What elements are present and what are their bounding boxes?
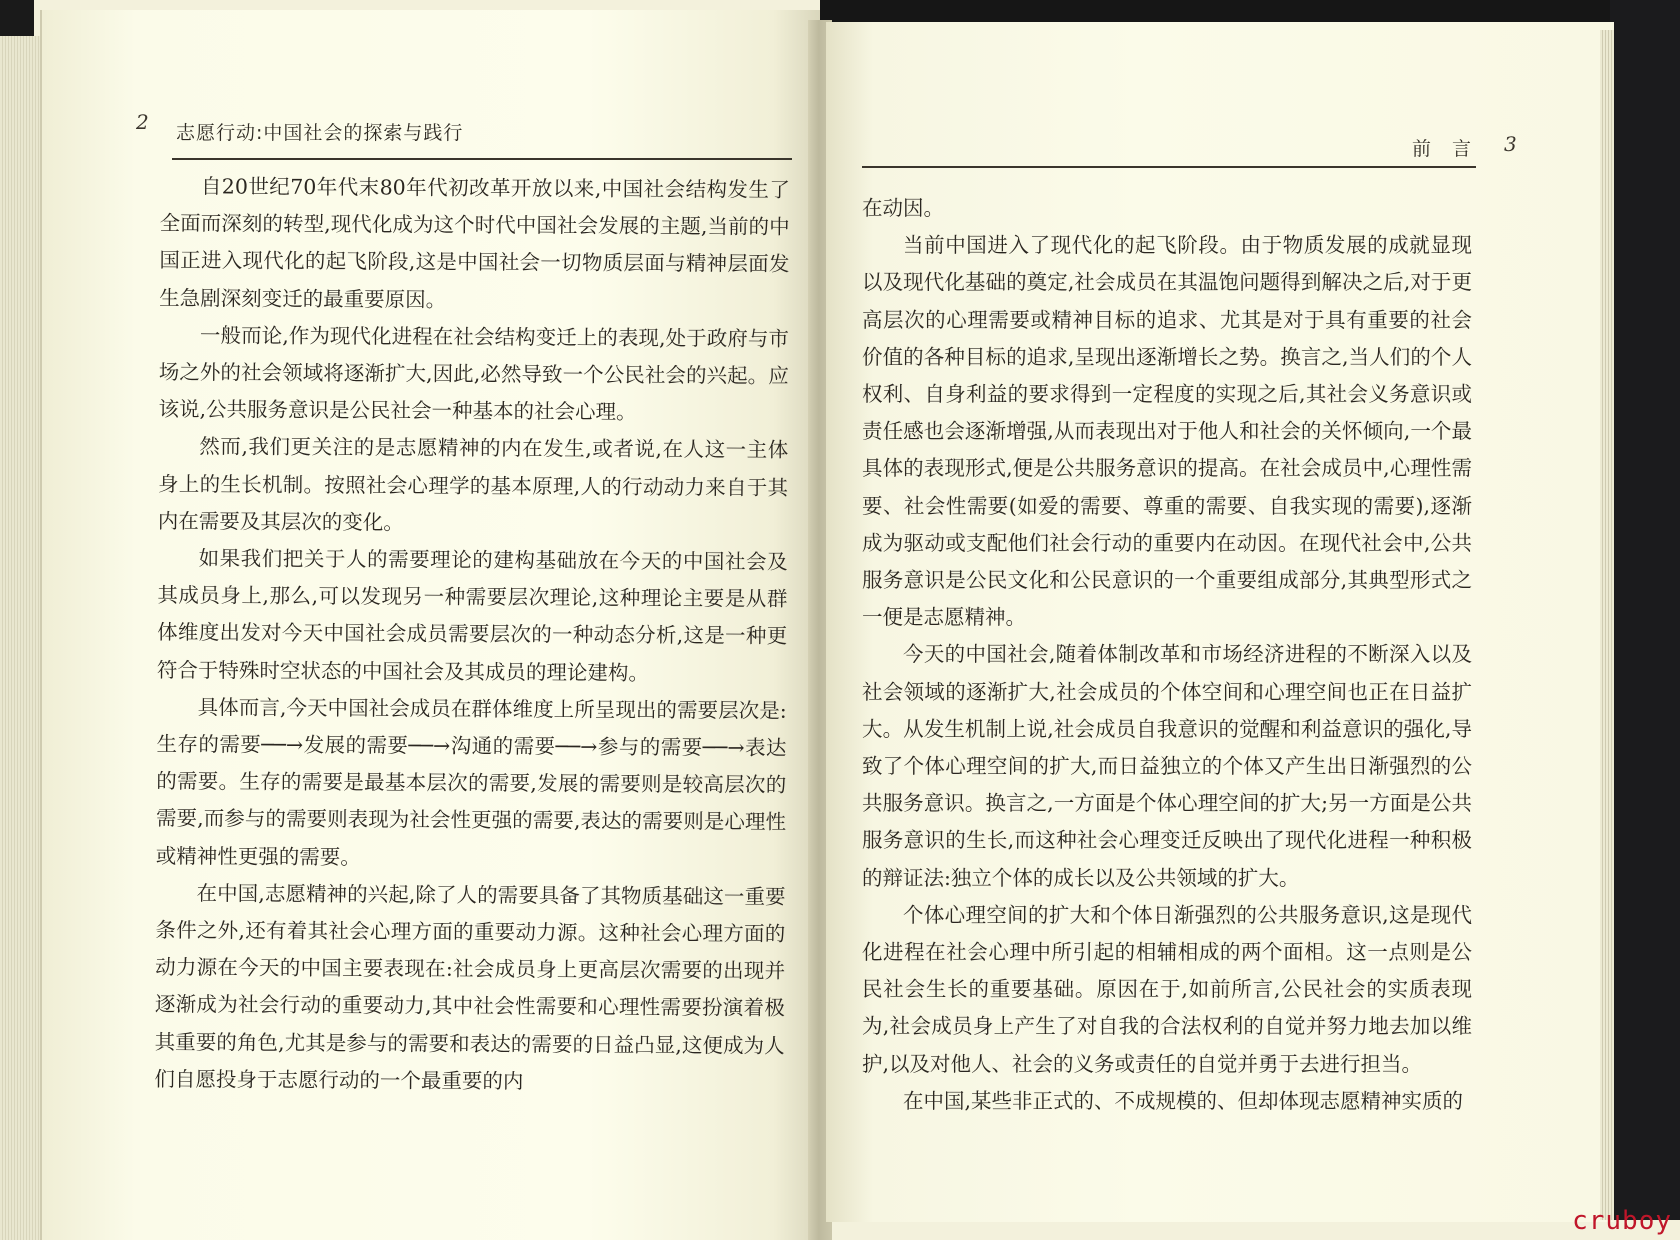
page-stack-right <box>1600 30 1614 1220</box>
paragraph: 自20世纪70年代末80年代初改革开放以来,中国社会结构发生了全面而深刻的转型,现代化成为这个时代中国社会发展的主题,当前的中国正进入现代化的起飞阶段,这是中国社会一切物质层面与精神层面发生急剧深刻变迁的最重要原因。 <box>159 174 790 312</box>
paragraph: 一般而论,作为现代化进程在社会结构变迁上的表现,处于政府与市场之外的社会领域将逐渐扩大,因此,必然导致一个公民社会的兴起。应该说,公共服务意识是公民社会一种基本的社会心理。 <box>158 323 790 425</box>
watermark: cruboy <box>1572 1206 1672 1236</box>
paragraph: 当前中国进入了现代化的起飞阶段。由于物质发展的成就显现以及现代化基础的奠定,社会成员在其温饱问题得到解决之后,对于更高层次的心理需要或精神目标的追求、尤其是对于具有重要的社会价值的各种目标的追求,呈现出逐渐增长之势。换言之,当人们的个人权利、自身利益的要求得到一定程度的实现之后,其社会义务意识或责任感也会逐渐增强,从而表现出对于他人和社会的关怀倾向,一个最具体的表现形式,便是公共服务意识的提高。在社会成员中,心理性需要、社会性需要(如爱的需要、尊重的需要、自我实现的需要),逐渐成为驱动或支配他们社会行动的重要内在动因。在现代社会中,公共服务意识是公民文化和公民意识的一个重要组成部分,其典型形式之一便是志愿精神。 <box>862 233 1472 630</box>
left-page-body <box>154 168 790 1102</box>
scan-background-top <box>820 0 1680 24</box>
paragraph: 如果我们把关于人的需要理论的建构基础放在今天的中国社会及其成员身上,那么,可以发现另一种需要层次理论,这种理论主要是从群体维度出发对今天中国社会成员需要层次的一种动态分析,这是一种更符合于特殊时空状态的中国社会及其成员的理论建构。 <box>156 546 788 685</box>
paragraph: 个体心理空间的扩大和个体日渐强烈的公共服务意识,这是现代化进程在社会心理中所引起的相辅相成的两个面相。这一点则是公民社会生长的重要基础。原因在于,如前所言,公民社会的实质表现为,社会成员身上产生了对自我的合法权利的自觉并努力地去加以维护,以及对他人、社会的义务或责任的自觉并勇于去进行担当。 <box>862 902 1472 1076</box>
scan-background-corner <box>0 0 34 40</box>
paragraph-continuation: 在动因。 <box>862 196 944 220</box>
paragraph: 在中国,志愿精神的兴起,除了人的需要具备了其物质基础这一重要条件之外,还有着其社会心理方面的重要动力源。这种社会心理方面的动力源在今天的中国主要表现在:社会成员身上更高层次需要的出现并逐渐成为社会行动的重要动力,其中社会性需要和心理性需要扮演着极其重要的角色,尤其是参与的需要和表达的需要的日益凸显,这便成为人们自愿投身于志愿行动的一个最重要的内 <box>154 881 786 1094</box>
left-header-rule <box>172 158 792 160</box>
book-cover-edge <box>1610 0 1680 1220</box>
right-header-rule <box>862 166 1476 168</box>
right-page-number: 3 <box>1504 132 1517 156</box>
paragraph: 具体而言,今天中国社会成员在群体维度上所呈现出的需要层次是:生存的需要──→发展的需要──→沟通的需要──→参与的需要──→表达的需要。生存的需要是最基本层次的需要,发展的需要则是较高层次的需要,而参与的需要则表现为社会性更强的需要,表达的需要则是心理性或精神性更强的需要。 <box>155 695 787 869</box>
paragraph: 然而,我们更关注的是志愿精神的内在发生,或者说,在人这一主体身上的生长机制。按照社会心理学的基本原理,人的行动动力来自于其内在需要及其层次的变化。 <box>157 434 789 535</box>
left-running-head: 志愿行动:中国社会的探索与践行 <box>176 122 464 144</box>
right-running-head: 前 言 <box>1412 138 1473 160</box>
left-page-number: 2 <box>136 110 149 134</box>
right-page-body <box>862 190 1472 1120</box>
paragraph: 在中国,某些非正式的、不成规模的、但却体现志愿精神实质的 <box>903 1088 1464 1113</box>
paragraph: 今天的中国社会,随着体制改革和市场经济进程的不断深入以及社会领域的逐渐扩大,社会成员的个体空间和心理空间也正在日益扩大。从发生机制上说,社会成员自我意识的觉醒和利益意识的强化,导致了个体心理空间的扩大,而日益独立的个体又产生出日渐强烈的公共服务意识。换言之,一方面是个体心理空间的扩大;另一方面是公共服务意识的生长,而这种社会心理变迁反映出了现代化进程一种积极的辩证法:独立个体的成长以及公共领域的扩大。 <box>862 642 1472 890</box>
